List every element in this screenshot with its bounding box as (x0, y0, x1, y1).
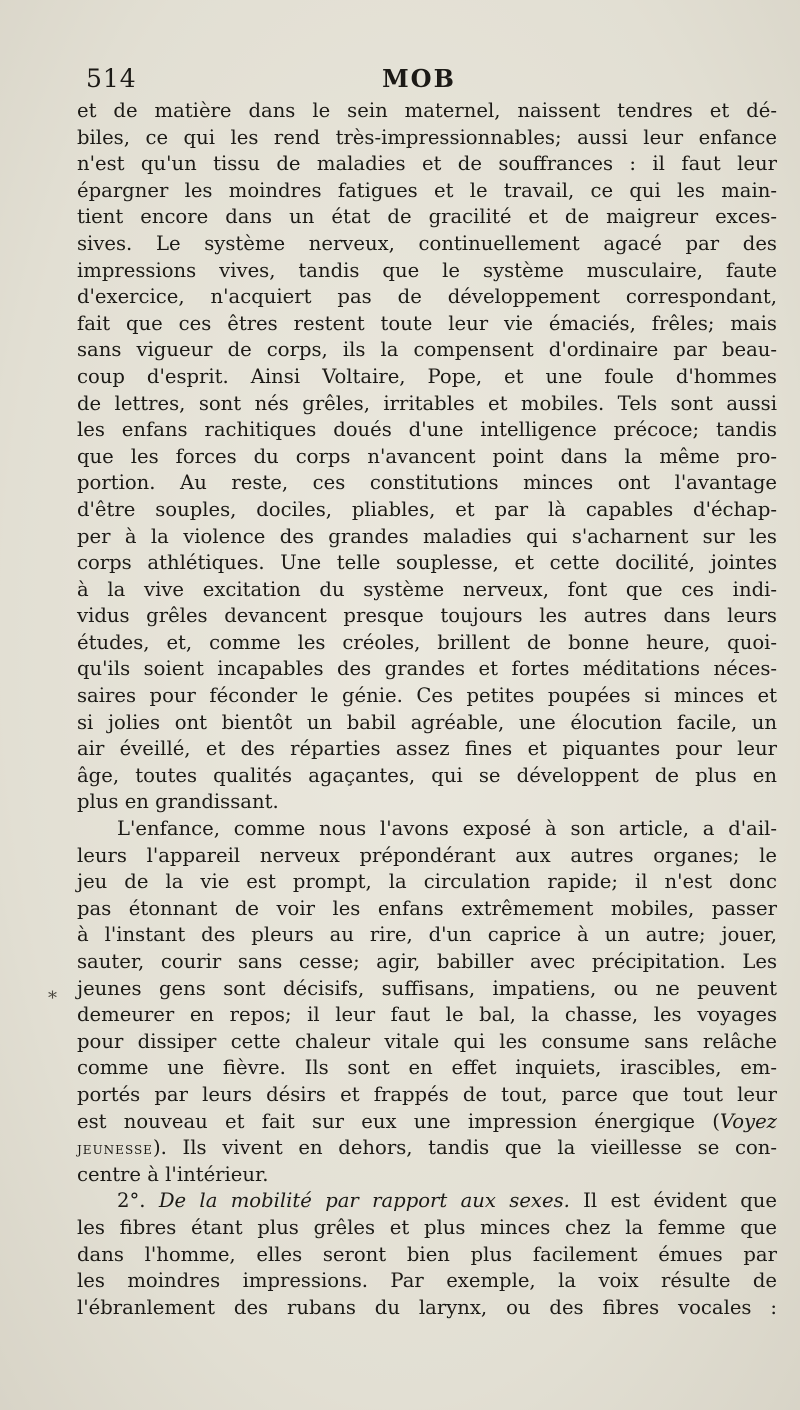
text-line: fait que ces êtres restent toute leur vie émaciés, frêles; mais (77, 311, 777, 335)
body-text (77, 98, 777, 1321)
text-segment: ). Ils vivent en dehors, tandis que la vieillesse se con- (152, 1136, 777, 1160)
text-line: corps athlétiques. Une telle souplesse, et cette docilité, jointes (77, 551, 777, 575)
text-line: âge, toutes qualités agaçantes, qui se développent de plus en (77, 763, 777, 787)
text-line: sauter, courir sans cesse; agir, babiller avec précipitation. Les (77, 950, 777, 973)
text-segment: est nouveau et fait sur eux une impression énergique ( (77, 1109, 720, 1133)
section-heading-line (77, 1188, 777, 1215)
text-line: les moindres impressions. Par exemple, la voix résulte de (77, 1269, 777, 1293)
text-line: d'exercice, n'acquiert pas de développement correspondant, (77, 285, 777, 309)
text-line: jeunes gens sont décisifs, suffisans, impatiens, ou ne peuvent (77, 976, 777, 1000)
small-caps-reference: jeunesse (77, 1139, 153, 1160)
text-line: leurs l'appareil nerveux prépondérant aux autres organes; le (77, 843, 777, 867)
text-line: d'être souples, dociles, pliables, et par là capables d'échap- (77, 497, 777, 521)
text-line: coup d'esprit. Ainsi Voltaire, Pope, et une foule d'hommes (77, 364, 777, 388)
text-line: les fibres étant plus grêles et plus minces chez la femme que (77, 1215, 777, 1239)
text-line: à la vive excitation du système nerveux, font que ces indi- (77, 577, 777, 601)
paragraph-end-line: plus en grandissant. (77, 790, 279, 814)
text-line: jeu de la vie est prompt, la circulation rapide; il n'est donc (77, 870, 777, 894)
text-segment: Il est évident que (569, 1189, 777, 1213)
text-line: sans vigueur de corps, ils la compensent d'ordinaire par beau- (77, 338, 777, 362)
text-line: tient encore dans un état de gracilité et de maigreur exces- (77, 205, 777, 229)
text-line: de lettres, sont nés grêles, irritables et mobiles. Tels sont aussi (77, 391, 777, 415)
section-title: De la mobilité par rapport aux sexes. (158, 1189, 570, 1213)
text-line: épargner les moindres fatigues et le travail, ce qui les main- (77, 178, 777, 202)
text-line: si jolies ont bientôt un babil agréable, une élocution facile, un (77, 710, 777, 734)
page-number: 514 (86, 64, 137, 93)
text-line: études, et, comme les créoles, brillent de bonne heure, quoi- (77, 630, 777, 654)
text-line: dans l'homme, elles seront bien plus facilement émues par (77, 1242, 777, 1266)
text-line: les enfans rachitiques doués d'une intelligence précoce; tandis (77, 418, 777, 442)
text-line: vidus grêles devancent presque toujours les autres dans leurs (77, 604, 777, 628)
running-head: MOB (382, 64, 456, 93)
text-line: sives. Le système nerveux, continuellement agacé par des (77, 231, 777, 255)
paragraph-end-line: centre à l'intérieur. (77, 1162, 269, 1186)
text-line: saires pour féconder le génie. Ces petites poupées si minces et (77, 684, 777, 708)
section-number: 2°. (117, 1189, 159, 1213)
text-line: pour dissiper cette chaleur vitale qui les consume sans relâche (77, 1029, 777, 1053)
text-line: portés par leurs désirs et frappés de tout, parce que tout leur (77, 1082, 777, 1106)
text-line: l'ébranlement des rubans du larynx, ou des fibres vocales : (77, 1295, 777, 1319)
text-line: portion. Au reste, ces constitutions minces ont l'avantage (77, 471, 777, 495)
text-line: qu'ils soient incapables des grandes et fortes méditations néces- (77, 657, 777, 681)
text-line: que les forces du corps n'avancent point dans la même pro- (77, 444, 777, 468)
text-line: impressions vives, tandis que le système musculaire, faute (77, 258, 777, 282)
page-header (86, 64, 752, 98)
text-line: air éveillé, et des réparties assez fines et piquantes pour leur (77, 737, 777, 761)
text-line: pas étonnant de voir les enfans extrêmement mobiles, passer (77, 896, 777, 920)
text-line: n'est qu'un tissu de maladies et de souffrances : il faut leur (77, 152, 777, 176)
text-line: à l'instant des pleurs au rire, d'un caprice à un autre; jouer, (77, 923, 777, 947)
text-line: demeurer en repos; il leur faut le bal, la chasse, les voyages (77, 1003, 777, 1027)
text-line: comme une fièvre. Ils sont en effet inquiets, irascibles, em- (77, 1056, 777, 1080)
text-line-with-small-caps (77, 1135, 777, 1162)
text-line: biles, ce qui les rend très-impressionnables; aussi leur enfance (77, 125, 777, 149)
margin-mark: * (48, 988, 57, 1009)
text-line: per à la violence des grandes maladies qui s'acharnent sur les (77, 524, 777, 548)
text-line: et de matière dans le sein maternel, naissent tendres et dé- (77, 99, 777, 122)
paragraph-start-line: L'enfance, comme nous l'avons exposé à son article, a d'ail- (117, 817, 777, 841)
text-line-with-reference (77, 1109, 777, 1136)
italic-reference: Voyez (719, 1109, 777, 1133)
